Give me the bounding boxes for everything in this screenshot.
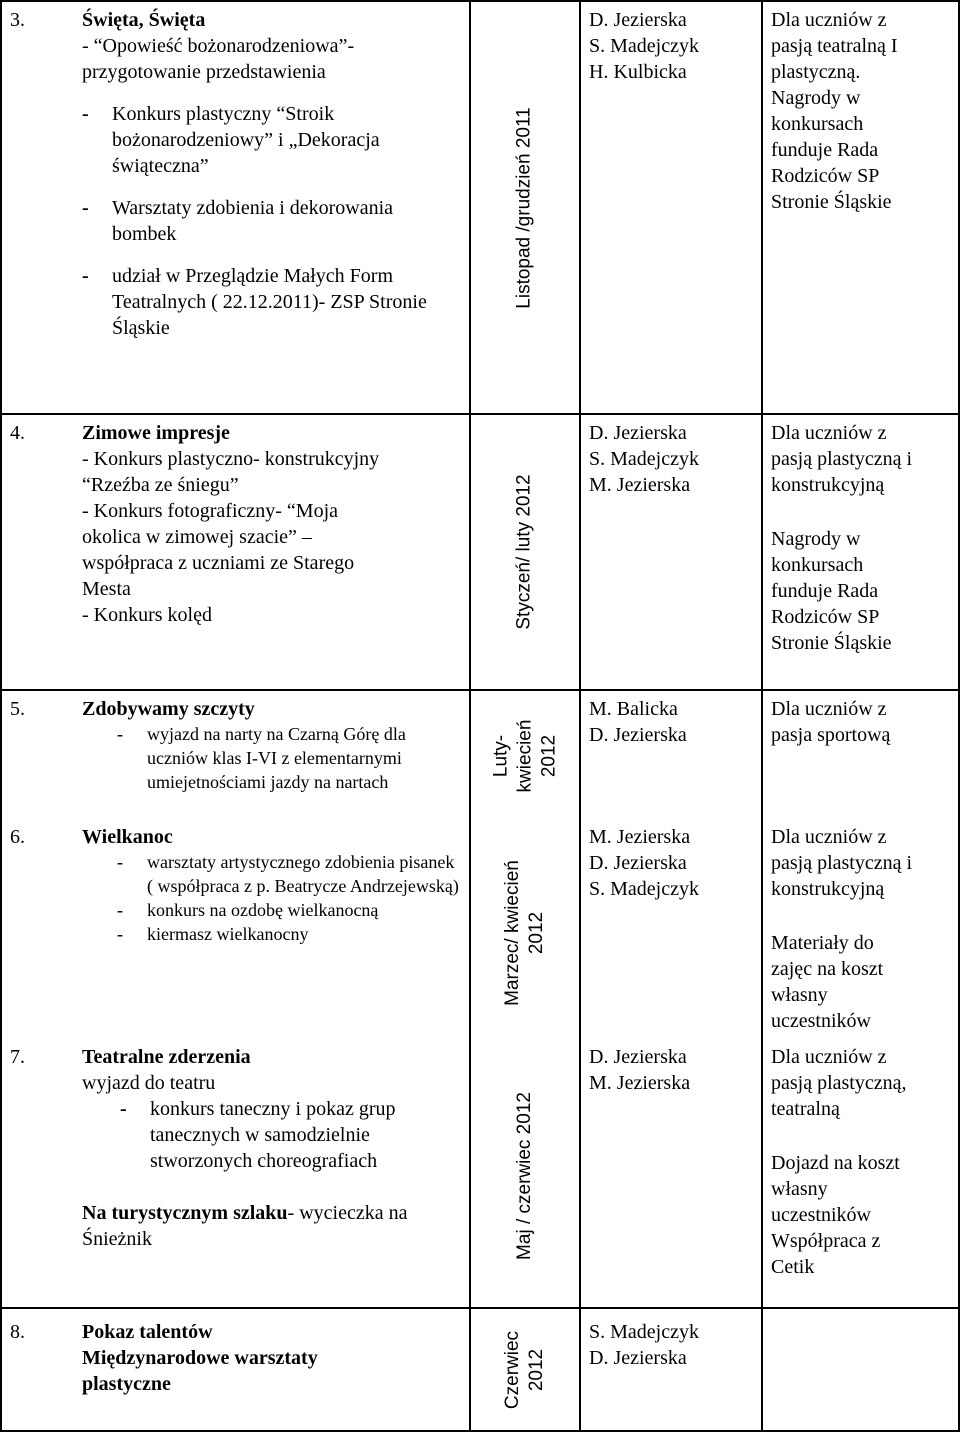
date-cell bbox=[471, 822, 579, 1044]
activity-bullet: - Konkurs plastyczny “Stroik bożonarodzeniowy” i „Dekoracja świąteczna” bbox=[82, 101, 462, 179]
activity-line: Mesta bbox=[82, 578, 131, 600]
note-line: Rodziców SP bbox=[771, 606, 880, 628]
note-line: funduje Rada bbox=[771, 580, 879, 602]
activity-title: Święta, Święta bbox=[82, 9, 206, 31]
date-line: 2012 bbox=[526, 911, 547, 955]
note-line: Dojazd na koszt bbox=[771, 1152, 900, 1174]
activity-cell bbox=[82, 1044, 462, 1252]
note-line: Cetik bbox=[771, 1256, 815, 1278]
note-line: Dla uczniów z bbox=[771, 1046, 887, 1068]
people-cell bbox=[589, 824, 699, 902]
date-cell bbox=[471, 415, 579, 689]
note-line: własny bbox=[771, 1178, 828, 1200]
note-line: pasją plastyczną i bbox=[771, 448, 913, 470]
row-number: 4. bbox=[10, 422, 25, 444]
row-number: 5. bbox=[10, 698, 25, 720]
notes-cell bbox=[771, 1044, 907, 1280]
activity-bullet: - kiermasz wielkanocny bbox=[117, 922, 462, 946]
activity-extra-title: Na turystycznym szlaku bbox=[82, 1202, 288, 1224]
activity-bullet: - Warsztaty zdobienia i dekorowania bombek bbox=[82, 195, 462, 247]
person-name: M. Jezierska bbox=[589, 826, 691, 848]
activity-cell bbox=[82, 1319, 462, 1397]
person-name: D. Jezierska bbox=[589, 9, 687, 31]
note-line: konkursach bbox=[771, 554, 864, 576]
note-line: Rodziców SP bbox=[771, 165, 880, 187]
person-name: S. Madejczyk bbox=[589, 878, 699, 900]
person-name: D. Jezierska bbox=[589, 1347, 687, 1369]
row-number: 8. bbox=[10, 1321, 25, 1343]
note-line: Nagrody w bbox=[771, 528, 861, 550]
note-line: Dla uczniów z bbox=[771, 422, 887, 444]
people-cell bbox=[589, 420, 699, 498]
notes-cell bbox=[771, 696, 890, 748]
note-line: Dla uczniów z bbox=[771, 826, 887, 848]
note-line: pasją plastyczną, bbox=[771, 1072, 907, 1094]
note-line: własny bbox=[771, 984, 828, 1006]
activity-title: Pokaz talentów bbox=[82, 1321, 213, 1343]
date-text bbox=[489, 720, 561, 793]
note-line: konstrukcyjną bbox=[771, 474, 885, 496]
activity-cell bbox=[82, 696, 462, 794]
date-line: Czerwiec bbox=[502, 1330, 523, 1409]
people-cell bbox=[589, 696, 687, 748]
date-line: Marzec/ kwiecień bbox=[502, 860, 523, 1006]
date-text: Styczeń/ luty 2012 bbox=[514, 474, 536, 630]
date-cell bbox=[471, 1309, 579, 1430]
date-text: Listopad /grudzień 2011 bbox=[514, 106, 536, 309]
activity-bullet: - warsztaty artystycznego zdobienia pisanek ( współpraca z p. Beatrycze Andrzejewską) bbox=[117, 850, 462, 898]
activity-extra bbox=[82, 1200, 462, 1252]
activity-line: “Rzeźba ze śniegu” bbox=[82, 474, 239, 496]
note-line: Dla uczniów z bbox=[771, 698, 887, 720]
date-text bbox=[501, 1330, 549, 1408]
person-name: S. Madejczyk bbox=[589, 1321, 699, 1343]
activity-title: Międzynarodowe warsztaty bbox=[82, 1347, 318, 1369]
activity-line: - Konkurs plastyczno- konstrukcyjny bbox=[82, 448, 380, 470]
activity-bullet: - konkurs na ozdobę wielkanocną bbox=[117, 898, 462, 922]
activity-title: Teatralne zderzenia bbox=[82, 1046, 251, 1068]
notes-cell bbox=[771, 7, 898, 215]
activity-title: Wielkanoc bbox=[82, 826, 173, 848]
activity-title: Zdobywamy szczyty bbox=[82, 698, 255, 720]
note-line: pasją teatralną I bbox=[771, 35, 898, 57]
note-line: Współpraca z bbox=[771, 1230, 881, 1252]
activity-cell bbox=[82, 7, 462, 341]
activity-title: plastyczne bbox=[82, 1373, 171, 1395]
date-cell bbox=[471, 1044, 579, 1307]
date-text bbox=[501, 860, 549, 1006]
note-line: funduje Rada bbox=[771, 139, 879, 161]
person-name: D. Jezierska bbox=[589, 422, 687, 444]
note-line: konkursach bbox=[771, 113, 864, 135]
activity-bullet: - konkurs taneczny i pokaz grup tanecznych w samodzielnie stworzonych choreografiach bbox=[120, 1096, 462, 1174]
person-name: S. Madejczyk bbox=[589, 448, 699, 470]
person-name: D. Jezierska bbox=[589, 1046, 687, 1068]
row-number: 3. bbox=[10, 9, 25, 31]
person-name: H. Kulbicka bbox=[589, 61, 687, 83]
note-line: pasja sportową bbox=[771, 724, 891, 746]
activity-cell bbox=[82, 420, 462, 628]
person-name: S. Madejczyk bbox=[589, 35, 699, 57]
note-line: plastyczną. bbox=[771, 61, 861, 83]
note-line: Materiały do bbox=[771, 932, 874, 954]
person-name: D. Jezierska bbox=[589, 724, 687, 746]
note-line: zajęc na koszt bbox=[771, 958, 884, 980]
activity-line: - Konkurs fotograficzny- “Moja bbox=[82, 500, 339, 522]
date-line: 2012 bbox=[526, 1348, 547, 1391]
date-text: Maj / czerwiec 2012 bbox=[514, 1091, 535, 1260]
person-name: M. Jezierska bbox=[589, 474, 691, 496]
note-line: uczestników bbox=[771, 1010, 871, 1032]
note-line: Dla uczniów z bbox=[771, 9, 887, 31]
activity-bullet: - udział w Przeglądzie Małych Form Teatralnych ( 22.12.2011)- ZSP Stronie Śląskie bbox=[82, 263, 462, 341]
person-name: D. Jezierska bbox=[589, 852, 687, 874]
people-cell bbox=[589, 1319, 699, 1371]
note-line: Nagrody w bbox=[771, 87, 861, 109]
date-line: kwiecień bbox=[514, 719, 535, 793]
row-number: 6. bbox=[10, 826, 25, 848]
activity-extra-rest: - wycieczka na Śnieżnik bbox=[82, 1202, 408, 1250]
activity-line: - Konkurs kolęd bbox=[82, 604, 212, 626]
note-line: Stronie Śląskie bbox=[771, 632, 892, 654]
activity-bullet: - wyjazd na narty na Czarną Górę dla uczniów klas I-VI z elementarnymi umiejetnościami jazdy na nartach bbox=[117, 722, 462, 794]
activity-line: wyjazd do teatru bbox=[82, 1072, 216, 1094]
date-cell bbox=[471, 2, 579, 413]
note-line: teatralną bbox=[771, 1098, 840, 1120]
people-cell bbox=[589, 7, 699, 85]
activity-line: okolica w zimowej szacie” – bbox=[82, 526, 312, 548]
note-line: pasją plastyczną i bbox=[771, 852, 913, 874]
date-line: 2012 bbox=[538, 734, 559, 778]
note-line: konstrukcyjną bbox=[771, 878, 885, 900]
note-line: Stronie Śląskie bbox=[771, 191, 892, 213]
activity-line: - “Opowieść bożonarodzeniowa”- bbox=[82, 35, 355, 57]
activity-line: przygotowanie przedstawienia bbox=[82, 61, 326, 83]
notes-cell bbox=[771, 420, 912, 656]
person-name: M. Balicka bbox=[589, 698, 678, 720]
date-line: Luty- bbox=[490, 734, 511, 778]
activity-title: Zimowe impresje bbox=[82, 422, 230, 444]
person-name: M. Jezierska bbox=[589, 1072, 691, 1094]
people-cell bbox=[589, 1044, 690, 1096]
row-number: 7. bbox=[10, 1046, 25, 1068]
activity-cell bbox=[82, 824, 462, 946]
note-line: uczestników bbox=[771, 1204, 871, 1226]
notes-cell bbox=[771, 824, 912, 1034]
activity-line: współpraca z uczniami ze Starego bbox=[82, 552, 355, 574]
date-cell bbox=[471, 691, 579, 821]
